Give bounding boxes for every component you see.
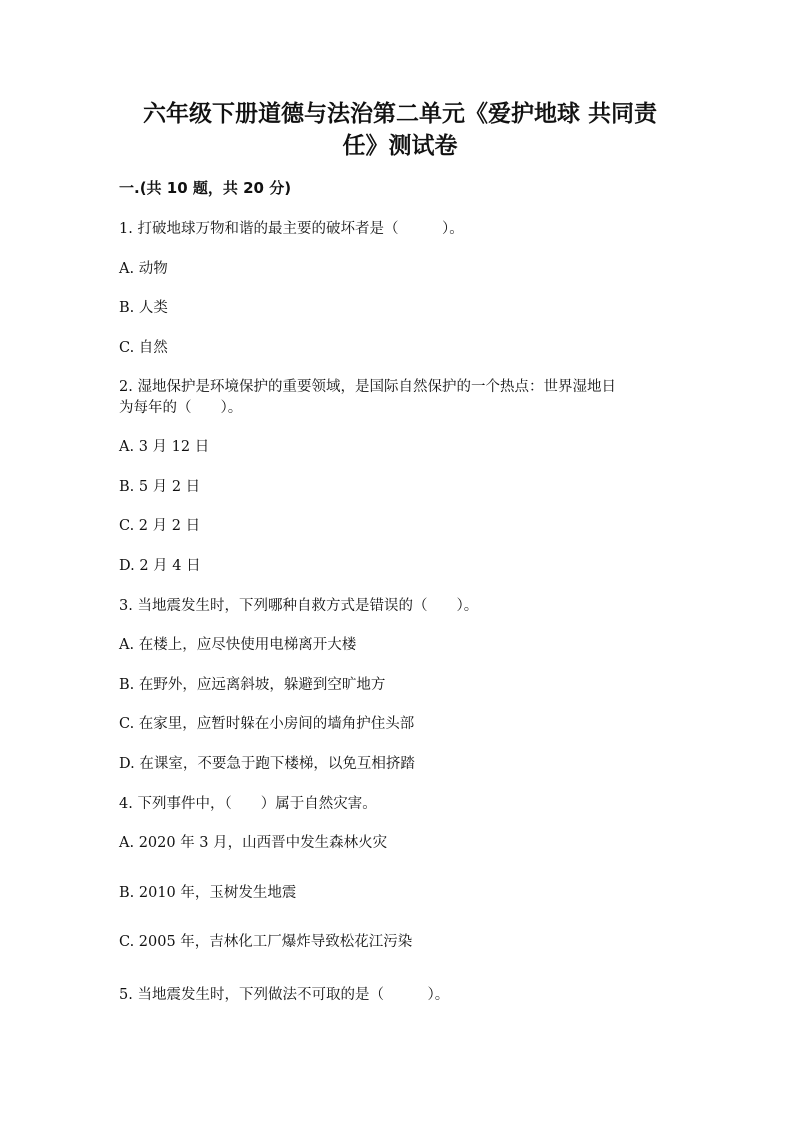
- question-3-stem: 3. 当地震发生时，下列哪种自救方式是错误的（ ）。: [119, 598, 479, 614]
- question-3-option-b: B. 在野外，应远离斜坡，躲避到空旷地方: [119, 677, 386, 693]
- question-3-option-c: C. 在家里，应暂时躲在小房间的墙角护住头部: [119, 716, 415, 732]
- question-4-option-a: A. 2020 年 3 月，山西晋中发生森林火灾: [119, 835, 388, 851]
- question-2-option-b: B. 5 月 2 日: [119, 479, 201, 495]
- question-4-option-b: B. 2010 年，玉树发生地震: [119, 885, 297, 901]
- question-3-option-d: D. 在课室，不要急于跑下楼梯，以免互相挤踏: [119, 756, 415, 772]
- question-2-stem-line-2: 为每年的（ ）。: [119, 400, 243, 416]
- question-5-stem: 5. 当地震发生时，下列做法不可取的是（ ）。: [119, 987, 450, 1003]
- question-1-stem: 1. 打破地球万物和谐的最主要的破坏者是（ ）。: [119, 221, 464, 237]
- question-4-option-c: C. 2005 年，吉林化工厂爆炸导致松花江污染: [119, 934, 413, 950]
- question-2-stem-line-1: 2. 湿地保护是环境保护的重要领域，是国际自然保护的一个热点：世界湿地日: [119, 379, 616, 395]
- page-title-line-2: 任》测试卷: [342, 133, 458, 159]
- question-2-option-c: C. 2 月 2 日: [119, 518, 201, 534]
- question-3-option-a: A. 在楼上，应尽快使用电梯离开大楼: [119, 637, 357, 653]
- question-1-option-c: C. 自然: [119, 340, 168, 356]
- question-1-option-a: A. 动物: [119, 261, 168, 277]
- question-2-option-d: D. 2 月 4 日: [119, 558, 201, 574]
- question-2-option-a: A. 3 月 12 日: [119, 439, 210, 455]
- section-heading: 一.(共 10 题，共 20 分): [119, 179, 292, 197]
- page-title-line-1: 六年级下册道德与法治第二单元《爱护地球 共同责: [142, 101, 657, 127]
- question-4-stem: 4. 下列事件中，（ ）属于自然灾害。: [119, 796, 377, 812]
- question-1-option-b: B. 人类: [119, 300, 168, 316]
